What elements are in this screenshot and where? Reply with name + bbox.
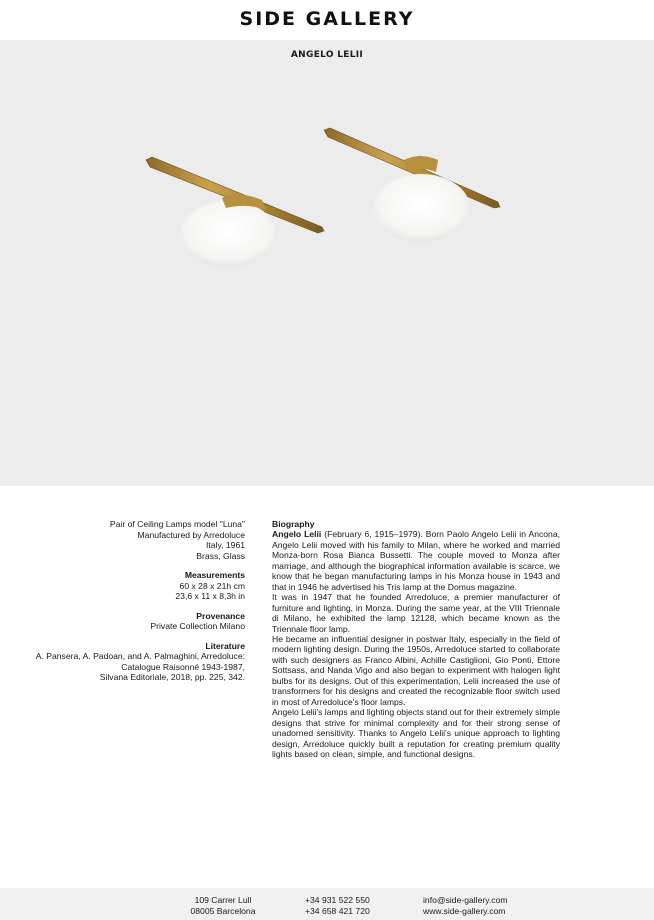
biography (272, 519, 560, 759)
email-link[interactable]: info@side-gallery.com (423, 895, 508, 905)
footer-phones (305, 895, 370, 917)
page-header (0, 0, 654, 40)
biography-paragraph: He became an influential designer in postwar Italy, especially in the field of modern lighting design. During the 1950s, Arredoluce started to collaborate with such designers as Franco Albini, Achille Castiglioni, Gio Ponti, Ettore Sottsass, and Nanda Vigo and also began to experiment with halogen light bulbs for its designs. Out of this experimentation, Lelii increased the use of transformers for his designs and created the recognizable floor switch used in most of Arredoluce's floor lamps. (272, 633, 560, 707)
artist-name: ANGELO LELII (290, 50, 364, 60)
biography-paragraph: It was in 1947 that he founded Arredoluce, a premier manufacturer of furniture and lighting, in Monza. During the same year, at the VIII Triennale di Milano, he exhibited the lamp 12128, which became known as the Triennale floor lamp. (272, 592, 560, 634)
measurements-cm: 60 x 28 x 21h cm (179, 580, 245, 591)
page-footer (0, 888, 654, 920)
website-link[interactable]: www.side-gallery.com (423, 906, 506, 916)
literature-line: Catalogue Raisonné 1943-1987, (121, 661, 245, 672)
origin: Italy, 1961 (205, 540, 245, 550)
literature-line: Silvana Editoriale, 2018, pp. 225, 342. (99, 672, 245, 682)
biography-name: Angelo Lelii (272, 529, 322, 540)
phone-link[interactable]: +34 658 421 720 (305, 906, 370, 916)
manufacturer: Manufactured by Arredoluce (137, 529, 245, 540)
phone-link[interactable]: +34 931 522 550 (305, 895, 370, 905)
measurements-in: 23,6 x 11 x 8,3h in (175, 591, 245, 601)
lamp-right (324, 128, 500, 242)
measurements-heading: Measurements (184, 570, 245, 580)
provenance-heading: Provenance (196, 610, 245, 621)
literature-heading: Literature (205, 640, 245, 651)
product-photo (0, 62, 654, 486)
biography-paragraph: Angelo Lelii's lamps and lighting objects stand out for their extremely simple designs that strive for minimal complexity and for their strong sense of unadorned sensitivity. Thanks to Angelo Lelii's unique approach to lighting design, Arredoluce quickly built a reputation for creating premium quality lights based on clean, simple, and functional designs. (272, 707, 560, 759)
materials: Brass, Glass (196, 550, 245, 561)
biography-heading: Biography (272, 519, 315, 529)
provenance: Private Collection Milano (150, 621, 245, 631)
lamp-left (146, 157, 324, 267)
literature-line: A. Pansera, A. Padoan, and A. Palmaghini, Arredoluce: (35, 651, 245, 661)
product-details (20, 519, 245, 683)
product-title: Pair of Ceiling Lamps model "Luna" (109, 519, 245, 529)
biography-paragraph: Angelo Lelii (February 6, 1915–1979). Born Paolo Angelo Lelii in Ancona, Angelo Lelii moved with his family to Milan, where he worked and married Monza-born Rosa Bianca Bussetti. The couple moved to Monza after marriage, and although the biographical information available is scarce, we know that he began manufacturing lamps in his Monza house in 1943 and that in 1946 he advertised his Tris lamp at the Domus magazine. (272, 529, 561, 592)
footer-contact (423, 895, 508, 917)
gallery-logo: SIDE GALLERY (239, 8, 415, 30)
footer-address: 109 Carrer Lull 08005 Barcelona (190, 895, 256, 916)
